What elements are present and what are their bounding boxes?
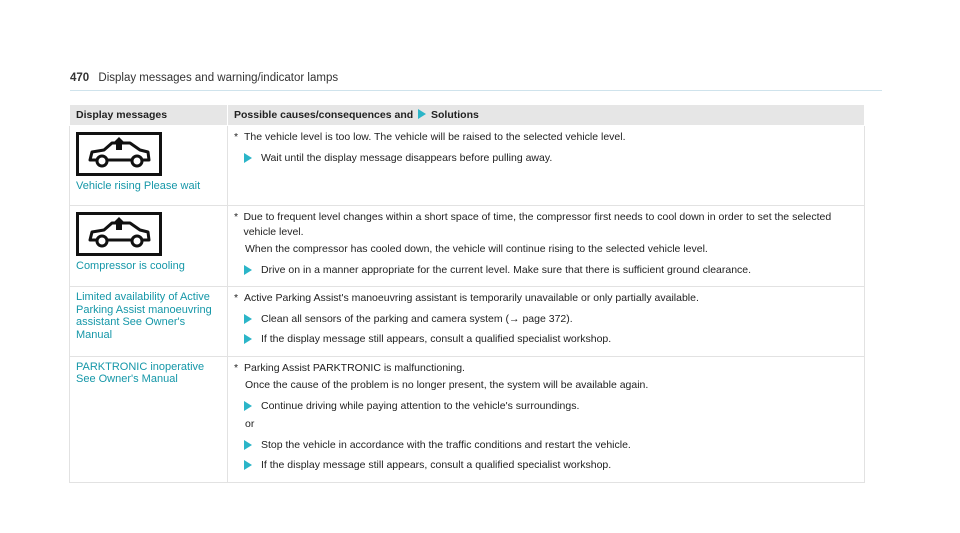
solution-step bbox=[261, 312, 858, 327]
footnote-star: * bbox=[234, 361, 239, 374]
solution-step bbox=[261, 458, 858, 473]
step-text: Drive on in a manner appropriate for the current level. Make sure that there is sufficient ground clearance. bbox=[261, 263, 752, 276]
vehicle-rising-icon bbox=[76, 212, 162, 256]
footnote-star: * bbox=[234, 292, 239, 304]
note-text: Once the cause of the problem is no longer present, the system will be available again. bbox=[245, 379, 649, 391]
display-message-text: Vehicle rising Please wait bbox=[76, 180, 201, 192]
page-header-title: Display messages and warning/indicator lamps bbox=[98, 72, 339, 84]
cause-text: Parking Assist PARKTRONIC is malfunctioning. bbox=[244, 361, 465, 374]
message-cell bbox=[70, 126, 228, 206]
display-message-text: Limited availability of Active Parking Assist manoeuvring assistant See Owner's Manual bbox=[76, 291, 212, 341]
or-label: or bbox=[245, 418, 255, 430]
solutions-arrow-icon bbox=[418, 109, 426, 119]
step-arrow-icon bbox=[244, 314, 252, 324]
cause-text: Active Parking Assist's manoeuvring assistant is temporarily unavailable or only partially available. bbox=[244, 292, 699, 304]
table-header-row bbox=[70, 105, 865, 126]
solution-step bbox=[261, 399, 858, 414]
note-text: When the compressor has cooled down, the vehicle will continue rising to the selected vehicle level. bbox=[245, 243, 708, 255]
page-number: 470 bbox=[70, 72, 90, 84]
step-arrow-icon bbox=[244, 265, 252, 275]
step-text: Clean all sensors of the parking and camera system (→ page 372). bbox=[261, 312, 573, 325]
step-arrow-icon bbox=[244, 460, 252, 470]
step-arrow-icon bbox=[244, 153, 252, 163]
step-text: Continue driving while paying attention to the vehicle's surroundings. bbox=[261, 399, 580, 412]
step-arrow-icon bbox=[244, 401, 252, 411]
step-text: Wait until the display message disappears before pulling away. bbox=[261, 151, 553, 164]
solution-step bbox=[261, 263, 858, 278]
table-row bbox=[70, 206, 865, 287]
cause-text: Due to frequent level changes within a short space of time, the compressor first needs to cool down in order to set the selected vehicle level. bbox=[243, 211, 832, 238]
solution-step bbox=[261, 438, 858, 453]
step-arrow-icon bbox=[244, 440, 252, 450]
solution-cell bbox=[228, 356, 865, 482]
message-cell bbox=[70, 206, 228, 287]
solution-cell bbox=[228, 287, 865, 357]
cause-text: The vehicle level is too low. The vehicle will be raised to the selected vehicle level. bbox=[244, 131, 626, 143]
table-row bbox=[70, 356, 865, 482]
col-heading-causes-solutions bbox=[228, 105, 865, 126]
display-message-text: Compressor is cooling bbox=[76, 260, 185, 272]
col-heading-display-messages: Display messages bbox=[70, 105, 228, 126]
display-message-text: PARKTRONIC inoperative See Owner's Manual bbox=[76, 360, 205, 385]
message-cell bbox=[70, 287, 228, 357]
solution-cell bbox=[228, 126, 865, 206]
step-text: If the display message still appears, consult a qualified specialist workshop. bbox=[261, 333, 612, 345]
table-row bbox=[70, 287, 865, 357]
solution-cell bbox=[228, 206, 865, 287]
col-heading-solutions: Solutions bbox=[431, 109, 479, 121]
vehicle-rising-icon bbox=[76, 132, 162, 176]
step-arrow-icon bbox=[244, 334, 252, 344]
message-cell bbox=[70, 356, 228, 482]
solution-step bbox=[261, 151, 858, 166]
step-text: If the display message still appears, consult a qualified specialist workshop. bbox=[261, 459, 612, 471]
footnote-star: * bbox=[234, 211, 239, 223]
page-header bbox=[70, 72, 882, 91]
display-messages-table bbox=[69, 104, 865, 483]
footnote-star: * bbox=[234, 131, 239, 143]
step-text: Stop the vehicle in accordance with the traffic conditions and restart the vehicle. bbox=[261, 438, 631, 451]
solution-step bbox=[261, 332, 858, 347]
col-heading-causes: Possible causes/consequences and bbox=[234, 109, 414, 121]
table-row bbox=[70, 126, 865, 206]
